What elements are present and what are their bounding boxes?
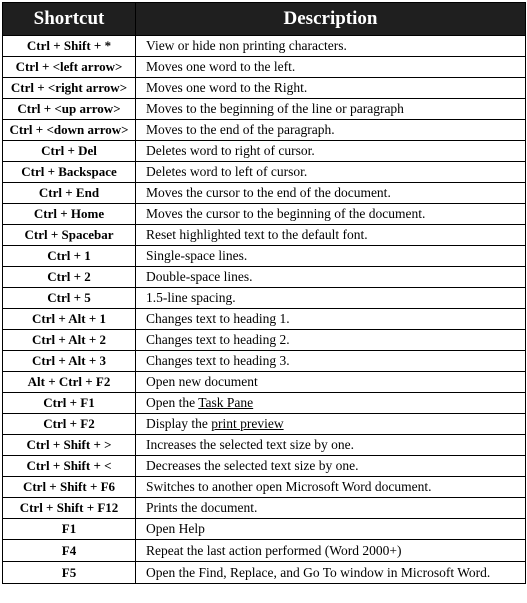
header-shortcut: Shortcut [3, 3, 136, 36]
table-row [3, 477, 526, 498]
table-row [3, 36, 526, 57]
shortcut-cell: Ctrl + Shift + F12 [3, 498, 136, 519]
table-row [3, 435, 526, 456]
table-row [3, 309, 526, 330]
shortcut-cell: F1 [3, 519, 136, 540]
description-cell: Changes text to heading 3. [136, 351, 526, 372]
shortcut-cell: Ctrl + <up arrow> [3, 99, 136, 120]
description-cell: Open Help [136, 519, 526, 540]
description-cell [136, 393, 526, 414]
table-row [3, 183, 526, 204]
description-cell: Moves one word to the left. [136, 57, 526, 78]
table-row [3, 267, 526, 288]
shortcut-table-container [2, 2, 525, 584]
shortcut-cell: Ctrl + Shift + F6 [3, 477, 136, 498]
table-row [3, 162, 526, 183]
table-row [3, 456, 526, 477]
shortcut-cell: Ctrl + F2 [3, 414, 136, 435]
shortcut-cell: Ctrl + Home [3, 204, 136, 225]
shortcut-cell: Ctrl + End [3, 183, 136, 204]
table-row [3, 330, 526, 351]
table-row [3, 372, 526, 393]
shortcut-cell: Alt + Ctrl + F2 [3, 372, 136, 393]
table-row [3, 351, 526, 372]
description-cell: Open new document [136, 372, 526, 393]
shortcut-cell: F4 [3, 540, 136, 562]
table-row [3, 78, 526, 99]
shortcut-cell: Ctrl + 5 [3, 288, 136, 309]
table-row [3, 141, 526, 162]
shortcut-cell: Ctrl + 2 [3, 267, 136, 288]
description-cell: Switches to another open Microsoft Word document. [136, 477, 526, 498]
description-cell: Changes text to heading 1. [136, 309, 526, 330]
header-row [3, 3, 526, 36]
table-row [3, 57, 526, 78]
task-pane-link[interactable]: Task Pane [198, 395, 254, 410]
description-cell: Moves the cursor to the end of the document. [136, 183, 526, 204]
table-row [3, 246, 526, 267]
shortcut-cell: Ctrl + 1 [3, 246, 136, 267]
table-row [3, 562, 526, 584]
table-row [3, 414, 526, 435]
shortcut-cell: Ctrl + Alt + 3 [3, 351, 136, 372]
shortcut-cell: Ctrl + Alt + 1 [3, 309, 136, 330]
description-cell: Moves to the beginning of the line or paragraph [136, 99, 526, 120]
description-cell: 1.5-line spacing. [136, 288, 526, 309]
description-prefix: Display the [146, 416, 212, 431]
shortcut-cell: Ctrl + <left arrow> [3, 57, 136, 78]
description-cell: Double-space lines. [136, 267, 526, 288]
shortcut-cell: Ctrl + Alt + 2 [3, 330, 136, 351]
table-row [3, 540, 526, 562]
shortcut-cell: Ctrl + <right arrow> [3, 78, 136, 99]
description-cell [136, 414, 526, 435]
header-description: Description [136, 3, 526, 36]
description-cell: Deletes word to left of cursor. [136, 162, 526, 183]
shortcut-cell: Ctrl + Backspace [3, 162, 136, 183]
description-cell: Moves the cursor to the beginning of the document. [136, 204, 526, 225]
description-prefix: Open the [146, 395, 199, 410]
shortcut-cell: Ctrl + Shift + * [3, 36, 136, 57]
description-cell: Decreases the selected text size by one. [136, 456, 526, 477]
shortcut-cell: Ctrl + <down arrow> [3, 120, 136, 141]
description-cell: Increases the selected text size by one. [136, 435, 526, 456]
description-cell: Open the Find, Replace, and Go To window in Microsoft Word. [136, 562, 526, 584]
description-cell: Prints the document. [136, 498, 526, 519]
description-cell: Deletes word to right of cursor. [136, 141, 526, 162]
table-row [3, 120, 526, 141]
table-row [3, 498, 526, 519]
table-row [3, 204, 526, 225]
shortcut-cell: Ctrl + Spacebar [3, 225, 136, 246]
description-cell: Moves to the end of the paragraph. [136, 120, 526, 141]
table-row [3, 393, 526, 414]
shortcut-cell: Ctrl + Del [3, 141, 136, 162]
shortcut-cell: Ctrl + F1 [3, 393, 136, 414]
table-row [3, 519, 526, 540]
table-row [3, 288, 526, 309]
table-row [3, 99, 526, 120]
description-cell: View or hide non printing characters. [136, 36, 526, 57]
shortcut-cell: Ctrl + Shift + < [3, 456, 136, 477]
table-row [3, 225, 526, 246]
description-cell: Changes text to heading 2. [136, 330, 526, 351]
shortcut-cell: Ctrl + Shift + > [3, 435, 136, 456]
print-preview-link[interactable]: print preview [211, 416, 284, 431]
shortcut-cell: F5 [3, 562, 136, 584]
description-cell: Single-space lines. [136, 246, 526, 267]
description-cell: Moves one word to the Right. [136, 78, 526, 99]
description-cell: Repeat the last action performed (Word 2000+) [136, 540, 526, 562]
description-cell: Reset highlighted text to the default font. [136, 225, 526, 246]
shortcut-table [2, 2, 526, 584]
